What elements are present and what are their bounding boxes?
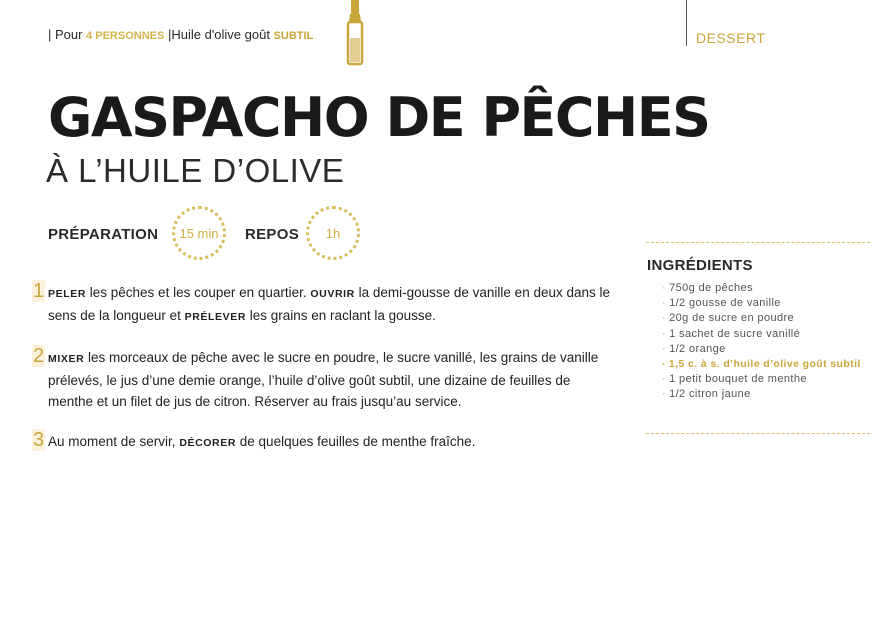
rest-time-badge: [306, 206, 360, 260]
servings-value: 4 PERSONNES: [86, 30, 165, 42]
step-text: de quelques feuilles de menthe fraîche.: [236, 434, 476, 449]
step-verb: PELER: [48, 288, 87, 300]
meta-prefix: | Pour: [48, 27, 83, 42]
step-verb: DÉCORER: [179, 437, 237, 449]
step-text: Au moment de servir,: [48, 434, 180, 449]
ingredient-text: 1,5 c. à s. d’huile d’olive goût subtil: [668, 358, 861, 371]
ingredient-item: [662, 357, 862, 372]
header-divider: [686, 0, 687, 46]
steps-list: [32, 282, 612, 473]
olive-oil-bottle-icon: [346, 0, 364, 66]
ingredient-text: 1/2 orange: [669, 342, 726, 355]
prep-time-value: 15 min: [179, 225, 219, 241]
step-item: [32, 282, 612, 328]
timing-row: [48, 206, 388, 266]
ingredient-text: 1/2 citron jaune: [669, 388, 751, 401]
step-text: les pêches et les couper en quartier.: [86, 285, 311, 300]
step-number: 3: [33, 429, 45, 451]
ingredients-top-rule: [646, 242, 870, 243]
bullet-icon: ·: [662, 358, 666, 371]
step-item: [32, 431, 612, 454]
ingredient-text: 1 petit bouquet de menthe: [669, 373, 807, 386]
step-text: les morceaux de pêche avec le sucre en poudre, le sucre vanillé, les grains de vanille prélevés, le jus d’une demie orange, l’huile d’olive goût subtil, une dizaine de feuilles de menthe et un filet de jus de citron. Réserver au frais jusqu’au service.: [48, 350, 599, 409]
ingredients-title: INGRÉDIENTS: [647, 257, 753, 274]
rest-label: REPOS: [245, 226, 300, 243]
ingredient-text: 1/2 gousse de vanille: [669, 297, 781, 310]
step-verb: MIXER: [48, 353, 85, 365]
bullet-icon: ·: [662, 327, 667, 340]
ingredient-item: [662, 311, 862, 326]
prep-label: PRÉPARATION: [48, 226, 159, 243]
ingredient-item: [662, 372, 862, 387]
bullet-icon: ·: [662, 297, 667, 310]
bullet-icon: ·: [662, 342, 667, 355]
step-text: la demi-gousse de vanille en deux dans le sens de la longueur et: [48, 285, 611, 323]
ingredient-item: [662, 327, 862, 342]
step-number: 1: [33, 280, 45, 302]
recipe-meta-line: [48, 27, 313, 42]
ingredient-item: [662, 281, 862, 296]
bullet-icon: ·: [662, 312, 667, 325]
step-text: les grains en raclant la gousse.: [246, 308, 436, 323]
step-verb: OUVRIR: [310, 288, 355, 300]
step-item: [32, 347, 612, 412]
bullet-icon: ·: [662, 388, 667, 401]
oil-variant: SUBTIL: [273, 30, 314, 42]
ingredient-text: 20g de sucre en poudre: [669, 312, 795, 325]
meta-separator: |: [167, 27, 172, 42]
ingredients-bottom-rule: [646, 433, 870, 434]
step-verb: PRÉLEVER: [184, 311, 247, 323]
ingredient-text: 750g de pêches: [669, 282, 753, 294]
step-number: 2: [33, 345, 45, 367]
oil-text: Huile d'olive goût: [171, 27, 270, 42]
ingredient-item: [662, 296, 862, 311]
rest-time-value: 1h: [325, 225, 341, 241]
bullet-icon: ·: [662, 282, 667, 294]
category-label: DESSERT: [696, 30, 766, 46]
bullet-icon: ·: [662, 373, 667, 386]
prep-time-badge: [172, 206, 226, 260]
ingredients-list: [662, 281, 862, 403]
recipe-title: GASPACHO DE PÊCHES: [48, 86, 710, 149]
ingredient-item: [662, 387, 862, 402]
recipe-subtitle: À L’HUILE D’OLIVE: [46, 152, 345, 189]
ingredient-item: [662, 342, 862, 357]
ingredient-text: 1 sachet de sucre vanillé: [669, 327, 801, 340]
